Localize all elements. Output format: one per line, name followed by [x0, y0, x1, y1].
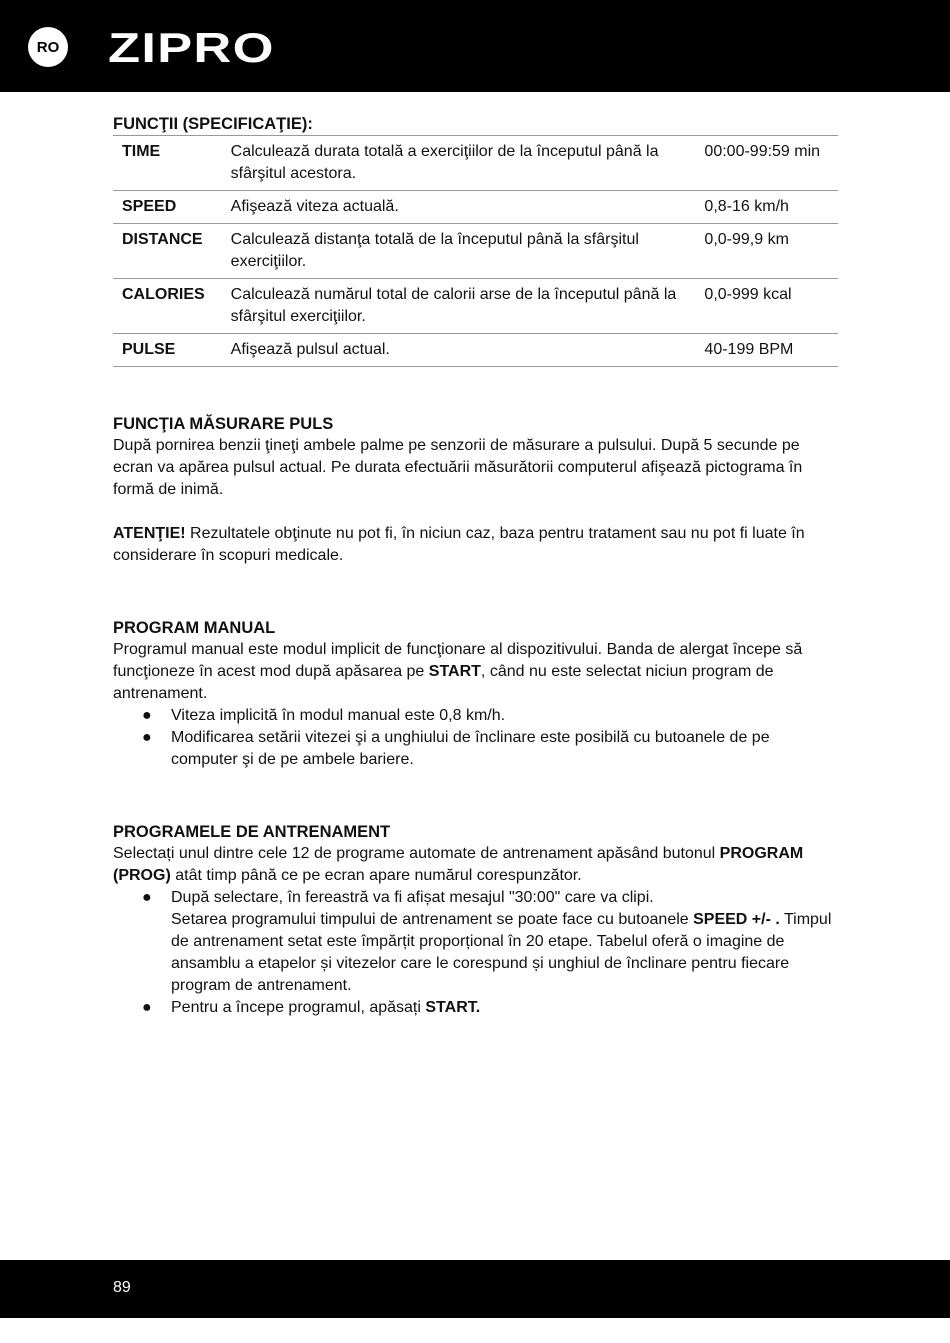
programs-section — [113, 821, 838, 1019]
manual-text-after: , când nu este selectat niciun program de antrenament. — [113, 663, 774, 702]
list-item — [142, 887, 838, 997]
function-name: CALORIES — [113, 279, 222, 334]
bullet-text: Viteza implicită în modul manual este 0,8 km/h. — [171, 707, 506, 724]
function-range: 40-199 BPM — [695, 334, 838, 367]
programs-text — [113, 843, 838, 887]
table-row — [113, 136, 838, 191]
function-name: DISTANCE — [113, 224, 222, 279]
programs-text-after: atât timp până ce pe ecran apare numărul corespunzător. — [170, 867, 582, 884]
bullet-text-bold: SPEED +/- . — [693, 911, 780, 928]
functions-table — [113, 135, 838, 367]
function-range: 0,0-999 kcal — [695, 279, 838, 334]
bullet-text: Setarea programului timpului de antrenament se poate face cu butoanele — [171, 911, 694, 928]
functions-title: FUNCŢII (SPECIFICAŢIE): — [113, 115, 313, 133]
manual-bullets — [113, 705, 838, 771]
function-range: 0,0-99,9 km — [695, 224, 838, 279]
function-name: SPEED — [113, 191, 222, 224]
programs-bullets — [113, 887, 838, 1019]
bullet-text-bold: START. — [425, 999, 481, 1016]
function-desc: Afişează pulsul actual. — [222, 334, 696, 367]
function-desc: Calculează distanţa totală de la începutul până la sfârşitul exerciţiilor. — [222, 224, 696, 279]
programs-title: PROGRAMELE DE ANTRENAMENT — [113, 823, 391, 841]
table-row — [113, 334, 838, 367]
table-row — [113, 224, 838, 279]
pulse-text: După pornirea benzii ţineţi ambele palme pe senzorii de măsurare a pulsului. După 5 secunde pe ecran va apărea pulsul actual. Pe durata efectuării măsurătorii computerul afişează pictograma în formă de inimă. — [113, 437, 803, 498]
list-item — [142, 997, 838, 1019]
bullet-text: După selectare, în fereastră va fi afișat mesajul "30:00" care va clipi. — [171, 889, 654, 906]
attention-paragraph — [113, 523, 838, 567]
programs-text-bold: PROGRAM (PROG) — [113, 845, 804, 884]
function-range: 00:00-99:59 min — [695, 136, 838, 191]
function-desc: Afişează viteza actuală. — [222, 191, 696, 224]
bullet-text: Pentru a începe programul, apăsați — [171, 999, 426, 1016]
language-badge: RO — [28, 27, 68, 67]
attention-label: ATENŢIE! — [113, 525, 186, 542]
bullet-icon: ● — [142, 889, 152, 906]
list-item — [142, 727, 838, 771]
bullet-icon: ● — [142, 999, 152, 1016]
manual-text-bold: START — [428, 663, 481, 680]
manual-title: PROGRAM MANUAL — [113, 619, 276, 637]
function-desc: Calculează numărul total de calorii arse de la începutul până la sfârşitul exerciţiilor. — [222, 279, 696, 334]
manual-text — [113, 639, 838, 705]
page-header — [0, 0, 950, 92]
programs-text-before: Selectați unul dintre cele 12 de programe automate de antrenament apăsând butonul — [113, 845, 720, 862]
bullet-text: Modificarea setării vitezei şi a unghiului de înclinare este posibilă cu butoanele de pe computer şi de pe ambele bariere. — [171, 729, 770, 768]
pulse-title: FUNCŢIA MĂSURARE PULS — [113, 415, 334, 433]
list-item — [142, 705, 838, 727]
bullet-icon: ● — [142, 707, 152, 724]
table-row — [113, 191, 838, 224]
function-desc: Calculează durata totală a exerciţiilor de la începutul până la sfârşitul acestora. — [222, 136, 696, 191]
table-row — [113, 279, 838, 334]
manual-text-before: Programul manual este modul implicit de funcţionare al dispozitivului. Banda de alergat începe să funcţioneze în acest mod după apăsarea pe — [113, 641, 803, 680]
page-footer — [0, 1260, 950, 1318]
manual-section — [113, 617, 838, 771]
bullet-text: Timpul de antrenament setat este împărțit proporțional în 20 etape. Tabelul oferă o imagine de ansamblu a etapelor și vitezelor care le corespund și unghiul de înclinare pentru fiecare program de antrenament. — [171, 911, 832, 994]
brand-logo: ZIPRO — [108, 24, 275, 71]
function-name: TIME — [113, 136, 222, 191]
function-range: 0,8-16 km/h — [695, 191, 838, 224]
function-name: PULSE — [113, 334, 222, 367]
page-number: 89 — [113, 1279, 131, 1296]
page-content — [113, 113, 838, 1019]
attention-text: Rezultatele obţinute nu pot fi, în niciun caz, baza pentru tratament sau nu pot fi luate în considerare în scopuri medicale. — [113, 525, 805, 564]
bullet-icon: ● — [142, 729, 152, 746]
pulse-section — [113, 413, 838, 567]
